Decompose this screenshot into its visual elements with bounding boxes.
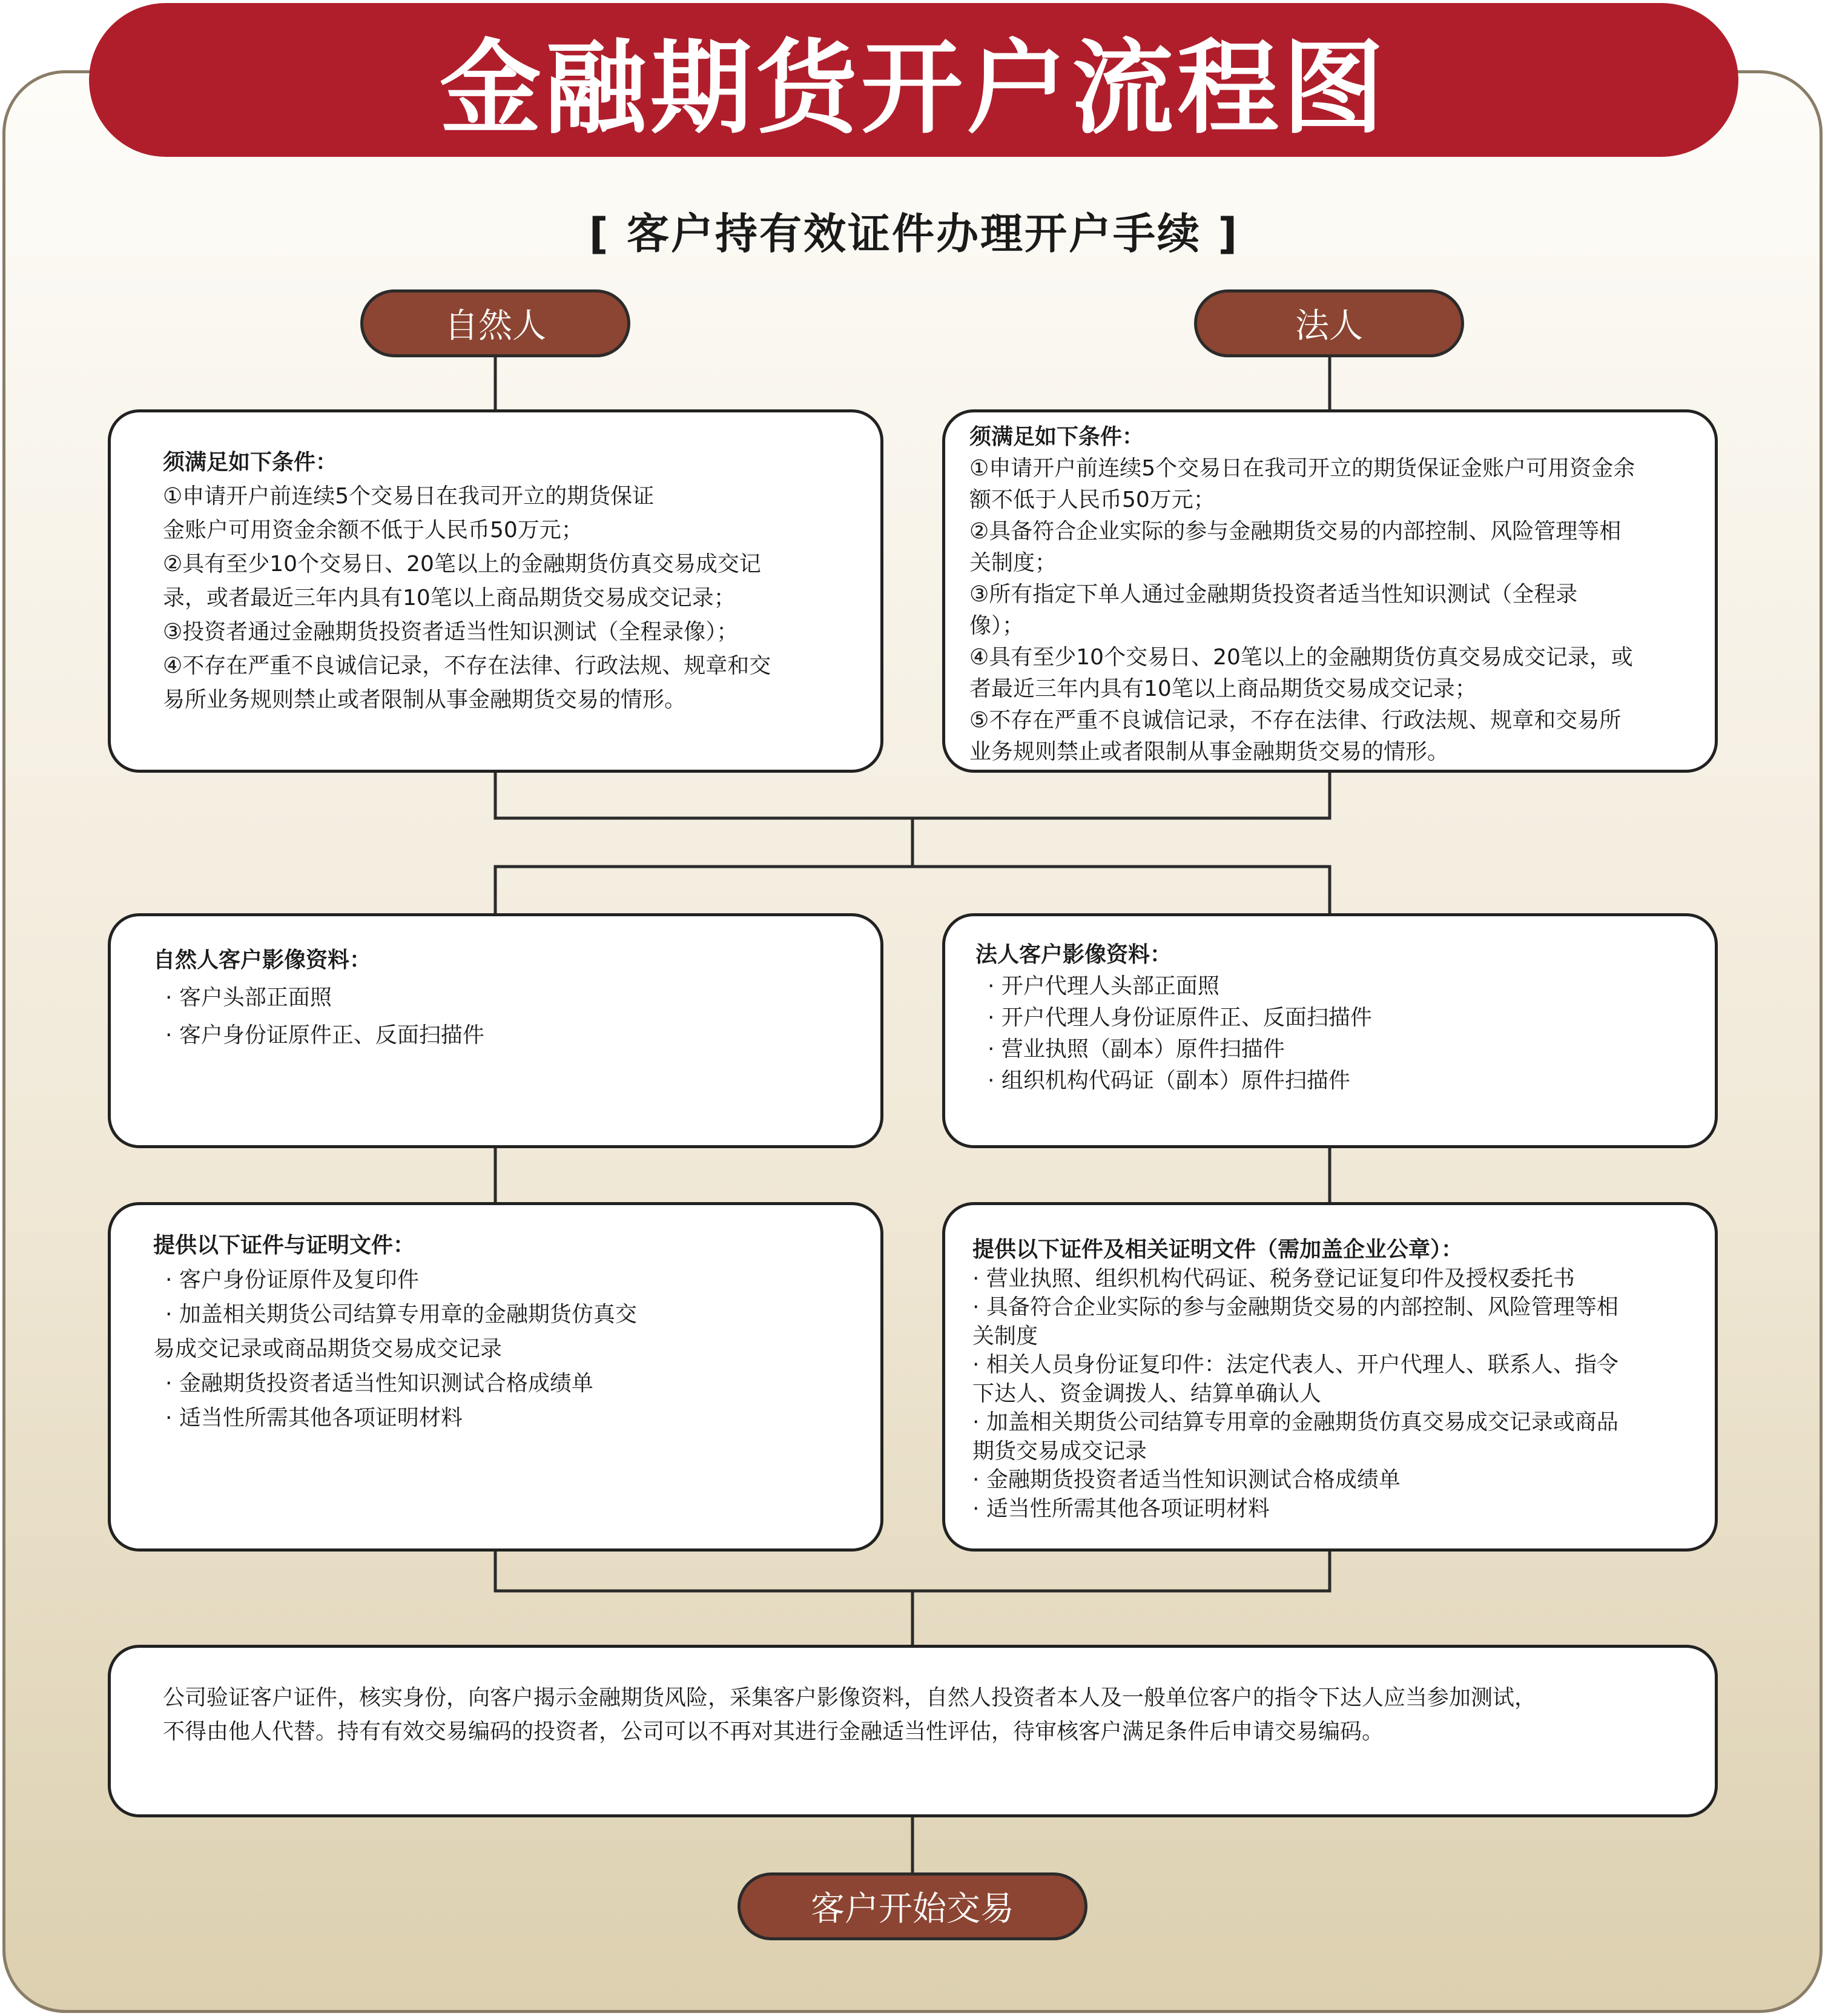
condition-line: 关制度；	[969, 550, 1057, 575]
document-line: · 营业执照、组织机构代码证、税务登记证复印件及授权委托书	[972, 1266, 1575, 1291]
document-line: 下达人、资金调拨人、结算单确认人	[972, 1381, 1322, 1406]
natural-person-conditions-box	[108, 409, 883, 773]
image-item: · 客户头部正面照	[165, 985, 332, 1010]
document-line: · 金融期货投资者适当性知识测试合格成绩单	[165, 1371, 593, 1396]
document-line: 易成交记录或商品期货交易成交记录	[153, 1337, 503, 1361]
document-line: 期货交易成交记录	[972, 1438, 1147, 1464]
page-subtitle: [ 客户持有效证件办理开户手续 ]	[589, 209, 1239, 259]
documents-heading: 提供以下证件与证明文件：	[153, 1233, 415, 1258]
images-heading: 自然人客户影像资料：	[153, 948, 372, 973]
condition-line: ③所有指定下单人通过金融期货投资者适当性知识测试（全程录	[969, 582, 1578, 607]
condition-line: 像）；	[969, 613, 1025, 638]
condition-line: 者最近三年内具有10笔以上商品期货交易成交记录；	[969, 676, 1477, 701]
image-item: · 组织机构代码证（副本）原件扫描件	[988, 1068, 1350, 1093]
images-heading: 法人客户影像资料：	[975, 942, 1172, 967]
connector-split-1	[495, 867, 1330, 913]
image-item: · 营业执照（副本）原件扫描件	[988, 1037, 1285, 1062]
title-banner	[89, 3, 1738, 157]
document-line: 关制度	[972, 1323, 1038, 1349]
legal-person-node: 法人	[1194, 289, 1464, 357]
summary-line: 公司验证客户证件，核实身份，向客户揭示金融期货风险，采集客户影像资料，自然人投资者本人及一般单位客户的指令下达人应当参加测试，	[163, 1685, 1537, 1710]
document-line: · 客户身份证原件及复印件	[165, 1267, 419, 1292]
conditions-heading: 须满足如下条件：	[163, 450, 338, 475]
natural-person-node: 自然人	[360, 289, 630, 357]
document-line: · 适当性所需其他各项证明材料	[165, 1406, 463, 1430]
legal-person-images-box	[942, 913, 1718, 1148]
condition-line: ③投资者通过金融期货投资者适当性知识测试（全程录像）；	[163, 620, 739, 644]
natural-person-documents-box	[108, 1202, 883, 1552]
document-line: · 具备符合企业实际的参与金融期货交易的内部控制、风险管理等相	[972, 1295, 1618, 1320]
condition-line: ④具有至少10个交易日、20笔以上的金融期货仿真交易成交记录，或	[969, 645, 1633, 670]
image-item: · 开户代理人身份证原件正、反面扫描件	[988, 1005, 1372, 1030]
image-item: · 开户代理人头部正面照	[988, 974, 1219, 999]
document-line: · 金融期货投资者适当性知识测试合格成绩单	[972, 1467, 1401, 1492]
connector-merge-2	[495, 1552, 1330, 1591]
legal-person-documents-box	[942, 1202, 1718, 1552]
legal-person-conditions-box	[942, 409, 1718, 773]
condition-line: ④不存在严重不良诚信记录，不存在法律、行政法规、规章和交	[163, 653, 771, 678]
condition-line: ①申请开户前连续5个交易日在我司开立的期货保证金账户可用资金余	[969, 456, 1635, 481]
page-title: 金融期货开户流程图	[440, 28, 1388, 148]
document-line: · 适当性所需其他各项证明材料	[972, 1496, 1270, 1521]
verification-summary-box	[108, 1645, 1718, 1817]
documents-heading: 提供以下证件及相关证明文件（需加盖企业公章）：	[972, 1237, 1463, 1262]
document-line: · 加盖相关期货公司结算专用章的金融期货仿真交	[165, 1302, 637, 1327]
natural-person-images-box	[108, 913, 883, 1148]
summary-line: 不得由他人代替。持有有效交易编码的投资者，公司可以不再对其进行金融适当性评估，待审核客户满足条件后申请交易编码。	[163, 1719, 1384, 1744]
document-line: · 加盖相关期货公司结算专用章的金融期货仿真交易成交记录或商品	[972, 1410, 1618, 1435]
conditions-heading: 须满足如下条件：	[969, 425, 1144, 449]
condition-line: ①申请开户前连续5个交易日在我司开立的期货保证	[163, 484, 655, 509]
document-line: · 相关人员身份证复印件：法定代表人、开户代理人、联系人、指令	[972, 1352, 1618, 1377]
condition-line: ⑤不存在严重不良诚信记录，不存在法律、行政法规、规章和交易所	[969, 708, 1622, 733]
condition-line: 易所业务规则禁止或者限制从事金融期货交易的情形。	[163, 687, 687, 712]
condition-line: ②具有至少10个交易日、20笔以上的金融期货仿真交易成交记	[163, 552, 761, 577]
start-trading-node: 客户开始交易	[737, 1872, 1087, 1940]
image-item: · 客户身份证原件正、反面扫描件	[165, 1023, 484, 1048]
connector-merge-1	[495, 773, 1330, 818]
condition-line: 业务规则禁止或者限制从事金融期货交易的情形。	[969, 739, 1450, 764]
condition-line: 金账户可用资金余额不低于人民币50万元；	[163, 518, 583, 543]
condition-line: 额不低于人民币50万元；	[969, 487, 1215, 512]
condition-line: 录，或者最近三年内具有10笔以上商品期货交易成交记录；	[163, 586, 736, 610]
condition-line: ②具备符合企业实际的参与金融期货交易的内部控制、风险管理等相	[969, 519, 1622, 544]
